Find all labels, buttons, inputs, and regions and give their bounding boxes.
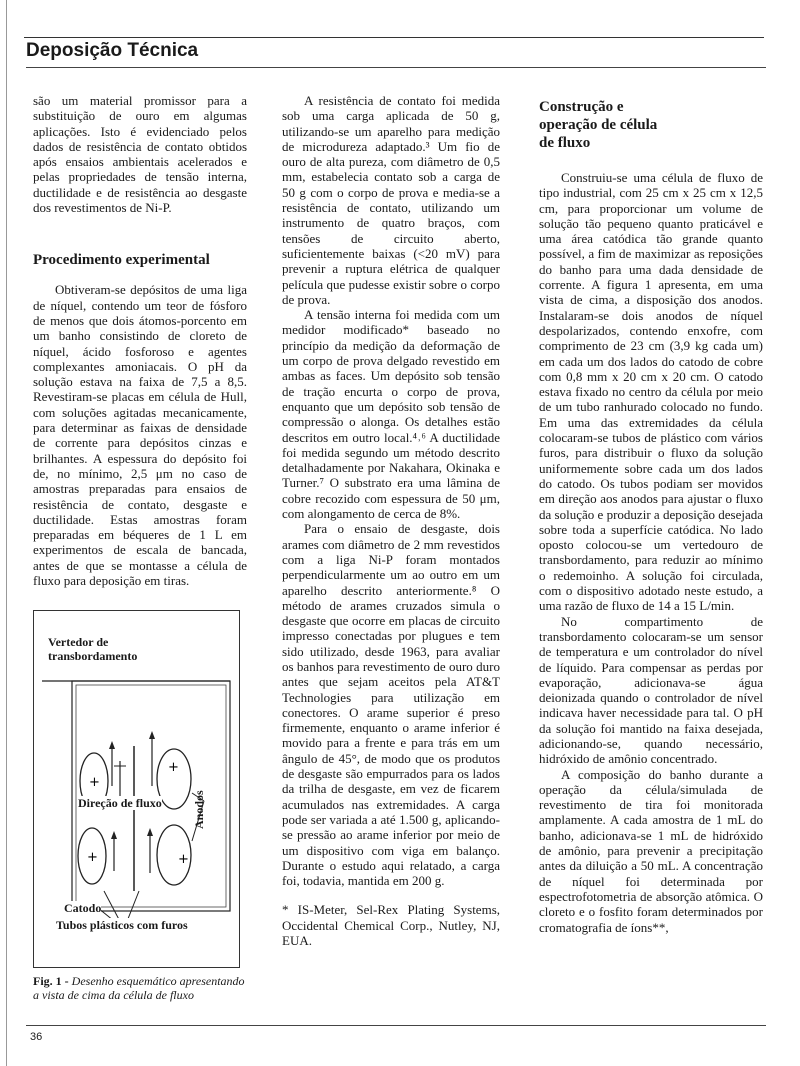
label-anodes: Anodos [192, 790, 206, 829]
flow-arrow-head [109, 741, 115, 749]
caption-number: Fig. 1 - [33, 974, 69, 988]
label-flow-direction: Direção de fluxo [78, 796, 162, 810]
page-edge-line [6, 0, 7, 1066]
paragraph-contact-resistance: A resistência de contato foi medida sob uma carga aplicada de 50 g, utilizando-se um aparelho para medição de microdureza adaptado.³ Um fio de ouro de alta pureza, com diâmetro de 0,5 mm, estabelecia contato sob a carga de 50 g com o corpo de prova e media-se a resistência de contato, utilizando um instrumento de quatro braços, com tensões de circuito aberto, suficientemente baixas (<20 mV) para prevenir a ruptura elétrica de qualquer película que pudesse existir sobre o corpo de prova. [282, 93, 500, 307]
flow-arrow-head [147, 828, 153, 836]
plus-sign: + [168, 760, 179, 775]
header-rule [26, 67, 766, 68]
heading-construction: Construção e operação de célula de fluxo [539, 99, 658, 151]
section-title: Deposição Técnica [26, 40, 199, 61]
anode-top-right [157, 749, 191, 809]
page-number: 36 [30, 1031, 43, 1043]
footer-rule [26, 1025, 766, 1026]
flow-arrow-head [149, 731, 155, 739]
footnote: * IS-Meter, Sel-Rex Plating Systems, Occidental Chemical Corp., Nutley, NJ, EUA. [282, 902, 500, 949]
flow-arrow-head [111, 831, 117, 839]
caption-text: Desenho esquemático apresentando a vista de cima da célula de fluxo [33, 974, 245, 1002]
heading-procedure: Procedimento experimental [33, 252, 210, 269]
label-plastic-tubes: Tubos plásticos com furos [56, 918, 188, 932]
paragraph-composition: A composição do banho durante a operação da célula/simulada de revestimento de tira foi monitorada amplamente. A cada amostra de 1 mL do banho, adicionava-se 1 mL de hidróxido de amônio, para prevenir a precipitação antes da diluição a 50 mL. A concentração de níquel foi determinada por espectrofotometria de absorção atômica. O cloreto e o fosfito foram determinados por cromatografia de íons**, [539, 766, 763, 935]
plus-sign: + [87, 850, 98, 865]
paragraph-wear-test: Para o ensaio de desgaste, dois arames com diâmetro de 2 mm revestidos com a liga Ni-P foram montados perpendicularmente um ao outro em um aparelho descrito anteriormente.⁸ O método de arames cruzados simula o desgaste que ocorre em placas de circuito impresso conectadas por plugues e tem sido utilizado, desde 1963, para avaliar os banhos para revestimento de ouro duro antes que sejam aceitos pela AT&T Technologies para utilização em conectores. O arame superior é preso firmemente, enquanto o arame inferior é movido para a frente e para trás em um ângulo de 45°, de modo que os produtos de desgaste são empurrados para os lados da trilha de desgaste, em vez de ficarem acumulados nas extremidades. A carga pode ser variada a até 1.500 g, aplicando-se pressão ao arame inferior por meio de um dispositivo com viga em balanço. Durante o estudo aqui relatado, a carga foi, todavia, mantida em 200 g. [282, 521, 500, 889]
figure-flow-cell [33, 610, 240, 968]
paragraph-procedure: Obtiveram-se depósitos de uma liga de níquel, contendo um teor de fósforo de menos que dois átomos-porcento em um banho consistindo de cloreto de níquel, ácido fosforoso e agentes complexantes amoniacais. O pH da solução estava na faixa de 7,5 a 8,5. Revestiram-se placas em célula de Hull, com soluções agitadas mecanicamente, para determinar as faixas de densidade de corrente para depósitos cinzas e brilhantes. A espessura do depósito foi de, no mínimo, 2,5 μm no caso de amostras preparadas para ensaios de resistência de contato, desgaste e ductilidade. Estas amostras foram preparadas em béqueres de 1 L em experimentos de escala de bancada, antes de que se montasse a célula de fluxo para deposição em tiras. [33, 282, 247, 589]
column-3 [539, 98, 763, 935]
label-overflow-weir: Vertedor de transbordamento [48, 635, 168, 663]
label-cathode: Catodo [64, 901, 102, 915]
paragraph-intro: são um material promissor para a substituição de ouro em algumas aplicações. Isto é evidenciado pelos dados de resistência de contato obtidos após ensaios ambientais acelerados e pelas propriedades de tensão interna, ductilidade e de resistência ao desgaste dos revestimentos de Ni-P. [33, 93, 247, 216]
paragraph-overflow: No compartimento de transbordamento colocaram-se um sensor de temperatura e um controlador do nível de líquido. Para compensar as perdas por evaporação, adicionava-se água deionizada quando o controlador de nível indicava haver necessidade para tal. O pH da solução foi mantido na faixa desejada, adicionando-se, quando necessário, hidróxido de amônio concentrado. [539, 613, 763, 767]
plus-sign: + [178, 852, 189, 867]
paragraph-internal-tension: A tensão interna foi medida com um medidor modificado* baseado no princípio da medição da deformação de um corpo de prova delgado revestido em ambas as faces. Um depósito sob tensão de tração encurta o corpo de prova, enquanto que um depósito sob tensão de compressão o alonga. Os detalhes estão descritos em outro local.⁴˒⁶ A ductilidade foi medida segundo um método descrito detalhadamente por Nakahara, Okinaka e Turner.⁷ O substrato era uma lâmina de cobre recozido com espessura de 50 μm, com alongamento de cerca de 8%. [282, 307, 500, 522]
figure-caption [33, 974, 245, 1002]
paragraph-construction: Construiu-se uma célula de fluxo de tipo industrial, com 25 cm x 25 cm x 12,5 cm, para proporcionar um volume de solução tão pequeno quanto praticável e uma área catódica tão grande quanto possível, a fim de maximizar as reposições do banho para uma dada densidade de corrente. A figura 1 apresenta, em uma vista de cima, a disposição dos anodos. Instalaram-se dois anodos de níquel despolarizados, contendo enxofre, com comprimento de 23 cm (3,9 kg cada um) em cada um dos lados do catodo de cobre com 0,8 mm x 20 cm x 20 cm. O catodo estava fixado no centro da célula por meio de um tubo ranhurado colocado no fundo. Em uma das extremidades da célula colocaram-se tubos de plástico com vários furos, para distribuir o fluxo da solução uniformemente sobre cada um dos lados do catodo. Os tubos podiam ser movidos em direção aos anodos para ajustar o fluxo da solução e produzir a deposição desejada sobre toda a superfície catódica. No lado oposto colocou-se um vertedouro de transbordamento, para reduzir ao mínimo o redemoinho. A solução foi circulada, com o dispositivo adotado neste estudo, a uma razão de fluxo de 14 a 15 L/min. [539, 170, 763, 614]
column-2 [282, 93, 500, 948]
plus-sign: + [89, 775, 100, 790]
column-1 [33, 93, 247, 588]
top-rule [24, 37, 764, 38]
